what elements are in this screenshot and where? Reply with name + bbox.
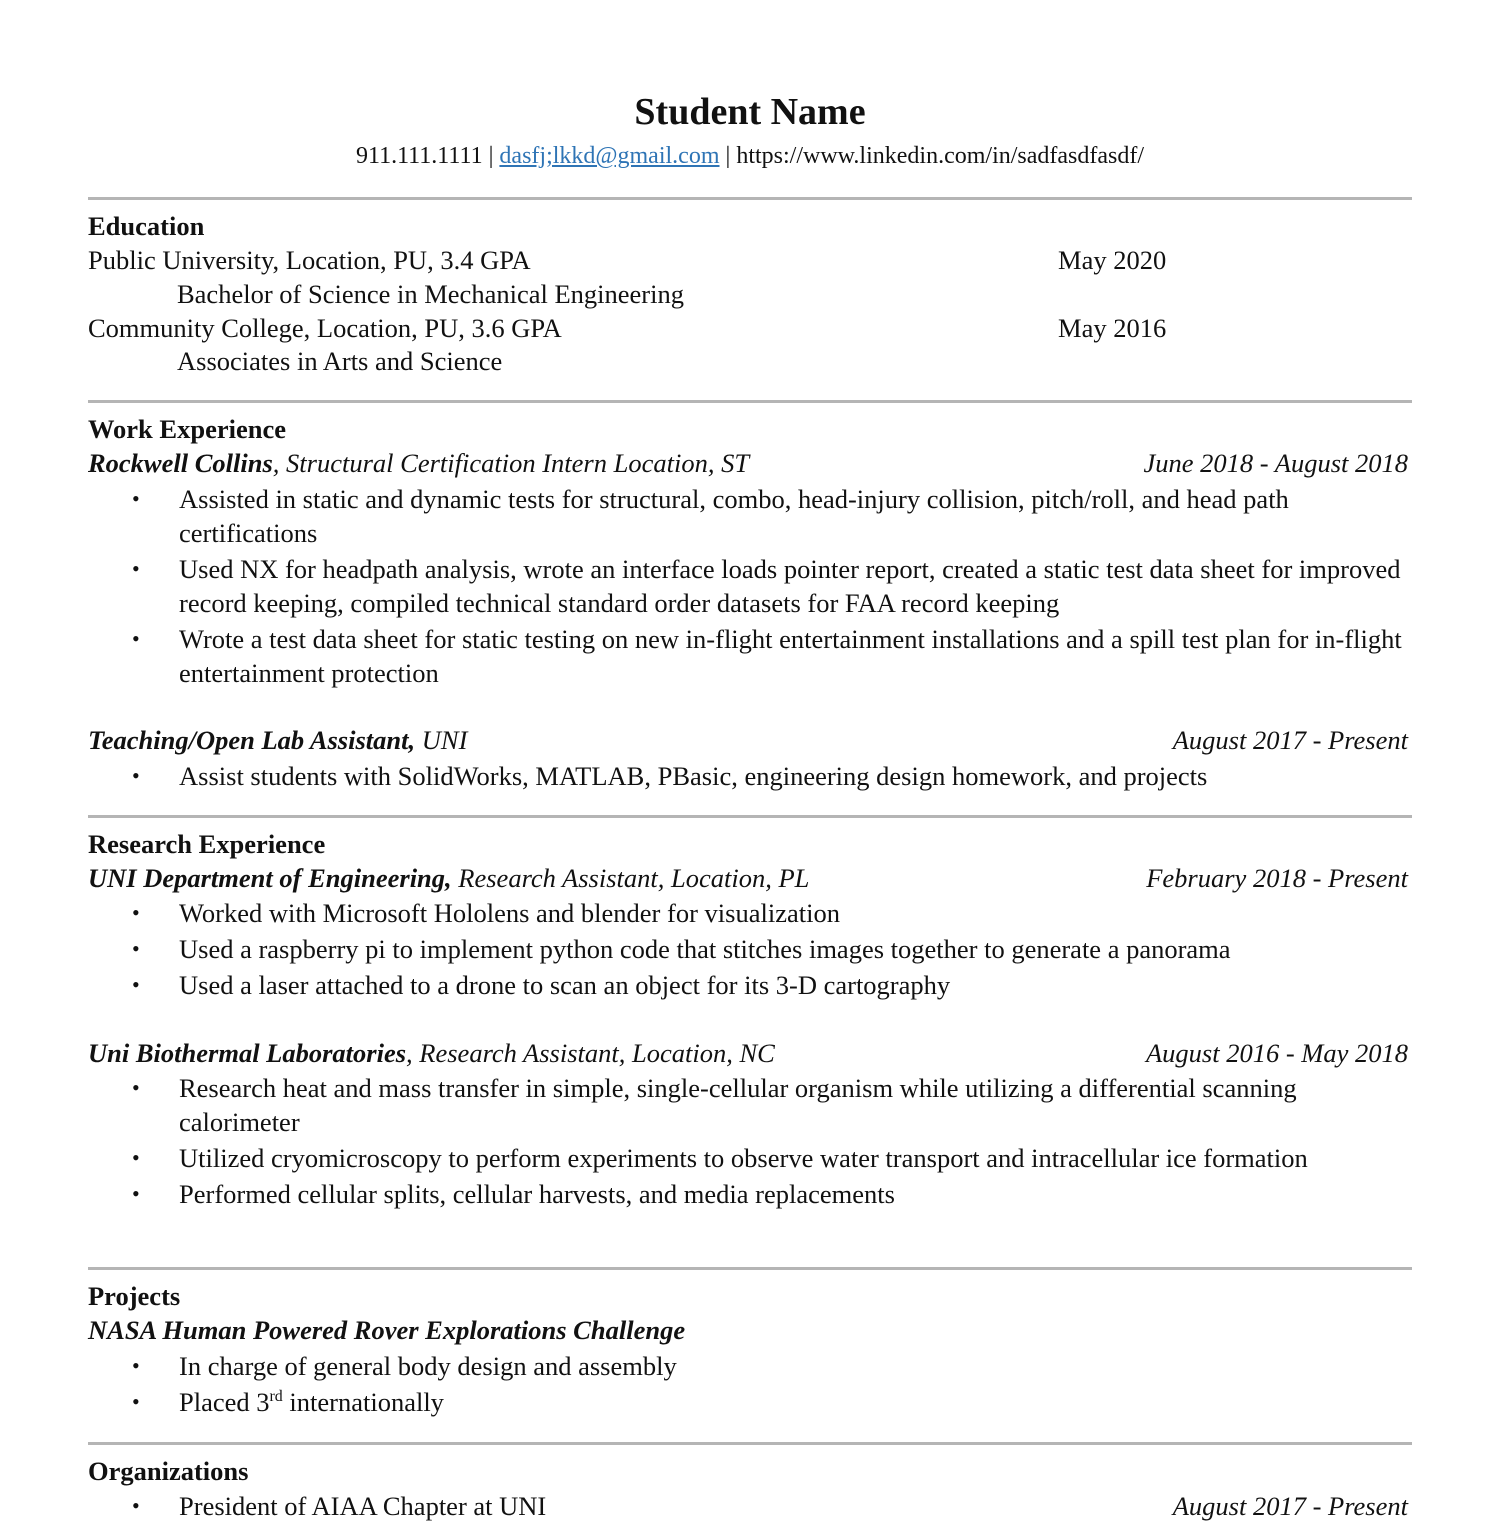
employer: Rockwell Collins	[88, 448, 273, 478]
bullet-icon: •	[132, 972, 140, 997]
divider	[88, 1442, 1412, 1445]
degree: Bachelor of Science in Mechanical Engineering	[177, 279, 684, 309]
linkedin-url: https://www.linkedin.com/in/sadfasdfasdf/	[736, 143, 1145, 169]
role: , Structural Certification Intern Location, ST	[272, 448, 750, 478]
bullet-icon: •	[132, 556, 140, 581]
role: Research Assistant, Location, PL	[451, 863, 810, 893]
section-heading-education: Education	[88, 211, 205, 241]
section-heading-research: Research Experience	[88, 829, 326, 859]
bullet-list	[130, 482, 1420, 692]
bullet-text: Used a laser attached to a drone to scan an object for its 3-D cartography	[179, 970, 951, 1000]
bullet-text: Assisted in static and dynamic tests for structural, combo, head-injury collision, pitch/roll, and head path certifications	[179, 484, 1289, 548]
bullet-text: Research heat and mass transfer in simple, single-cellular organism while utilizing a differential scanning calorimeter	[179, 1073, 1297, 1137]
divider	[88, 197, 1412, 200]
list-item	[130, 896, 1420, 930]
job-title	[88, 1036, 775, 1070]
placed-text: Placed 3	[179, 1387, 270, 1417]
list-item	[130, 1349, 1420, 1383]
email-link[interactable]: dasfj;lkkd@gmail.com	[499, 143, 720, 169]
bullet-text: Wrote a test data sheet for static testing on new in-flight entertainment installations and a spill test plan for in-flight entertainment protection	[179, 624, 1402, 688]
bullet-text: In charge of general body design and assembly	[179, 1351, 677, 1381]
section-heading-organizations: Organizations	[88, 1456, 249, 1486]
org-date: August 2017 - Present	[1172, 1491, 1408, 1521]
bullet-icon: •	[132, 626, 140, 651]
bullet-text: Utilized cryomicroscopy to perform experiments to observe water transport and intracellular ice formation	[179, 1143, 1308, 1173]
bullet-text: President of AIAA Chapter at UNI	[179, 1491, 547, 1521]
bullet-text: Used NX for headpath analysis, wrote an interface loads pointer report, created a static test data sheet for improved record keeping, compiled technical standard order datasets for FAA record keeping	[179, 554, 1401, 618]
section-heading-projects: Projects	[88, 1281, 181, 1311]
bullet-icon: •	[132, 1181, 140, 1206]
bullet-icon: •	[132, 1075, 140, 1100]
bullet-icon: •	[132, 1353, 140, 1378]
separator: |	[482, 143, 500, 169]
list-item	[130, 1071, 1420, 1139]
role: UNI	[415, 725, 468, 755]
list-item	[130, 759, 1420, 793]
employer: UNI Department of Engineering,	[88, 863, 452, 893]
job-date: August 2017 - Present	[1172, 725, 1408, 755]
job-title	[88, 723, 467, 757]
job-title	[88, 861, 809, 895]
list-item	[130, 1385, 1420, 1419]
bullet-icon: •	[132, 900, 140, 925]
list-item	[130, 968, 1420, 1002]
bullet-icon: •	[132, 486, 140, 511]
employer: Uni Biothermal Laboratories	[88, 1038, 407, 1068]
bullet-text: Assist students with SolidWorks, MATLAB, PBasic, engineering design homework, and projects	[179, 761, 1208, 791]
job-date: February 2018 - Present	[1146, 863, 1408, 893]
list-item	[130, 622, 1420, 690]
school-date: May 2020	[1058, 245, 1167, 275]
bullet-icon: •	[132, 936, 140, 961]
list-item	[130, 1177, 1420, 1211]
bullet-text: Worked with Microsoft Hololens and blender for visualization	[179, 898, 840, 928]
phone: 911.111.1111	[355, 143, 483, 169]
bullet-icon: •	[132, 1493, 140, 1518]
section-heading-work: Work Experience	[88, 414, 286, 444]
separator: |	[719, 143, 737, 169]
degree: Associates in Arts and Science	[177, 346, 503, 376]
list-item	[130, 552, 1420, 620]
employer: Teaching/Open Lab Assistant,	[88, 725, 416, 755]
list-item	[130, 932, 1420, 966]
bullet-text: Used a raspberry pi to implement python code that stitches images together to generate a panorama	[179, 934, 1231, 964]
student-name: Student Name	[634, 91, 866, 133]
bullet-list	[130, 1349, 1420, 1421]
school: Public University, Location, PU, 3.4 GPA	[88, 245, 531, 275]
divider	[88, 815, 1412, 818]
bullet-list	[130, 896, 1420, 1004]
placed-text-end: internationally	[282, 1387, 444, 1417]
bullet-text	[179, 1385, 1420, 1419]
bullet-list	[130, 759, 1420, 795]
school-date: May 2016	[1058, 313, 1167, 343]
project-title: NASA Human Powered Rover Explorations Challenge	[88, 1315, 686, 1345]
bullet-text: Performed cellular splits, cellular harvests, and media replacements	[179, 1179, 895, 1209]
bullet-icon: •	[132, 763, 140, 788]
contact-line	[0, 139, 1500, 173]
list-item	[130, 1141, 1420, 1175]
bullet-icon: •	[132, 1389, 140, 1414]
job-date: June 2018 - August 2018	[1143, 448, 1408, 478]
list-item	[130, 482, 1420, 550]
divider	[88, 1267, 1412, 1270]
bullet-icon: •	[132, 1145, 140, 1170]
job-title	[88, 446, 749, 480]
job-date: August 2016 - May 2018	[1145, 1038, 1408, 1068]
school: Community College, Location, PU, 3.6 GPA	[88, 313, 562, 343]
bullet-list	[130, 1071, 1420, 1213]
role: , Research Assistant, Location, NC	[406, 1038, 775, 1068]
divider	[88, 400, 1412, 403]
ordinal-suffix: rd	[269, 1388, 283, 1406]
